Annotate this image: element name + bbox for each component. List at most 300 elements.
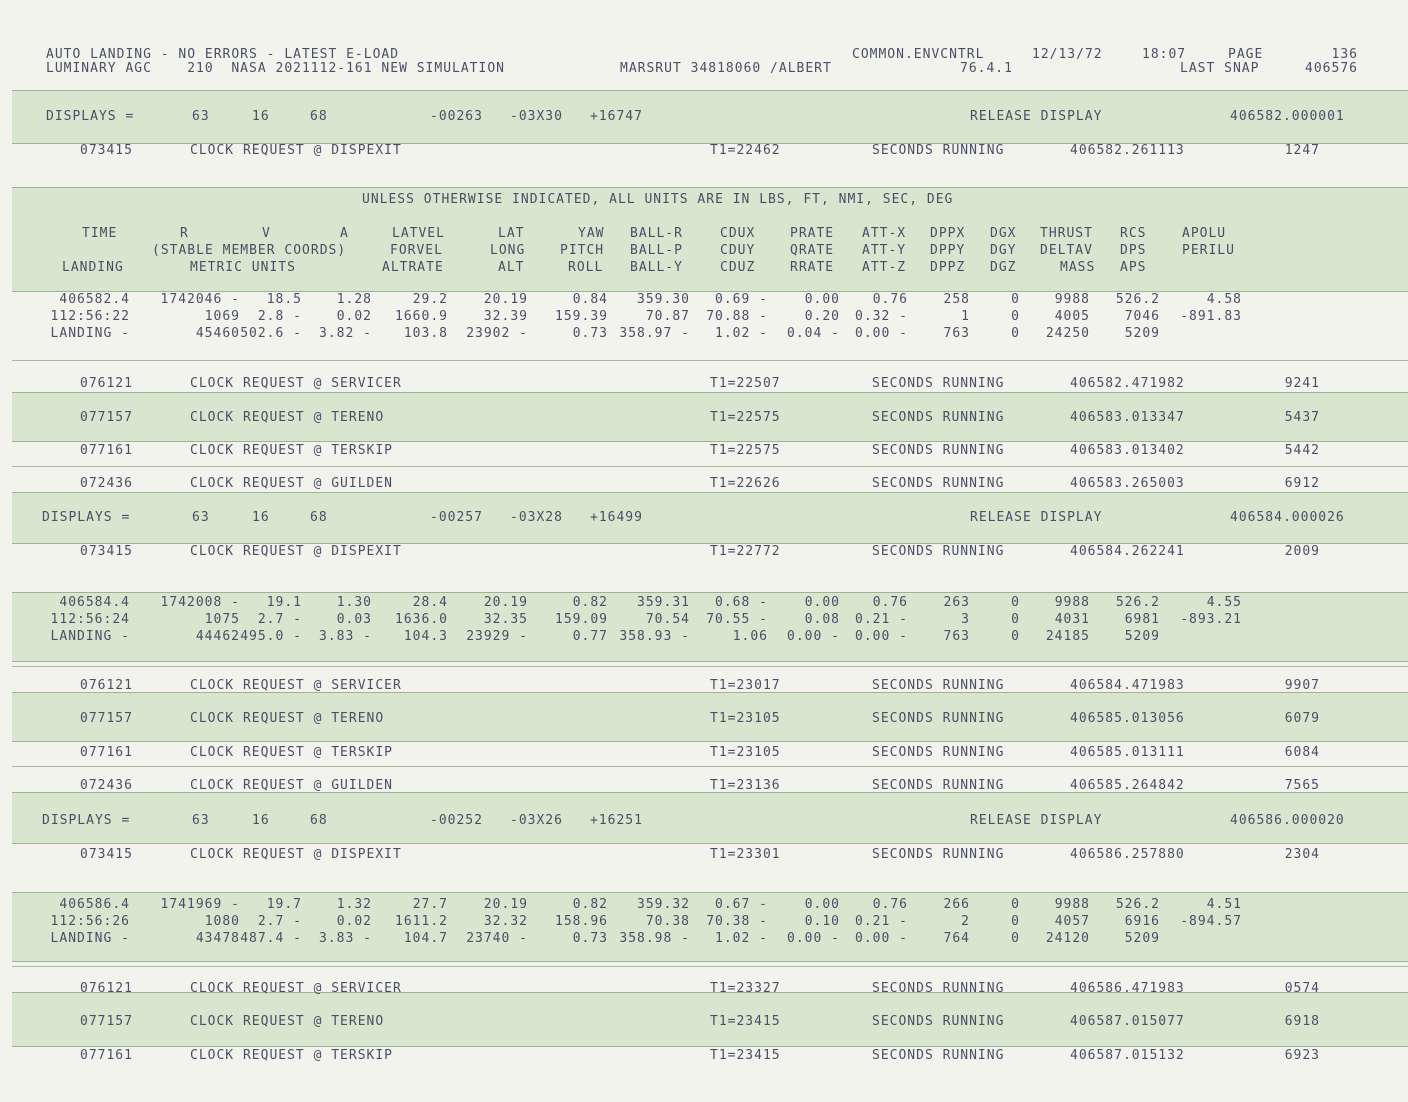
clock-value: 406585.013111 — [1070, 745, 1185, 760]
column-header: METRIC UNITS — [190, 260, 296, 275]
column-header: BALL-P — [630, 243, 683, 258]
clock-count: 6912 — [1284, 476, 1320, 491]
clock-count: 1247 — [1284, 143, 1320, 158]
column-header: R — [180, 226, 189, 241]
clock-count: 2009 — [1284, 544, 1320, 559]
data-cell: LANDING - — [50, 326, 130, 341]
clock-count: 6923 — [1284, 1048, 1320, 1063]
data-cell: 1.02 - — [715, 326, 768, 341]
data-cell: 1636.0 — [395, 612, 448, 627]
column-header: LAT — [498, 226, 525, 241]
run-time: 18:07 — [1142, 47, 1187, 62]
data-cell: 158.96 — [555, 914, 608, 929]
clock-t1: T1=23105 — [710, 745, 781, 760]
display-value: +16747 — [590, 109, 643, 124]
clock-t1: T1=23136 — [710, 778, 781, 793]
displays-label: DISPLAYS = — [42, 813, 131, 828]
seconds-running-label: SECONDS RUNNING — [872, 1014, 1005, 1029]
data-cell: 0.08 — [804, 612, 840, 627]
column-header: APS — [1120, 260, 1147, 275]
clock-value: 406582.261113 — [1070, 143, 1185, 158]
column-header: DGX — [990, 226, 1017, 241]
rule-line — [12, 666, 1408, 667]
column-header: DPPZ — [930, 260, 966, 275]
data-cell: 0 — [1011, 931, 1020, 946]
display-value: 16 — [252, 109, 270, 124]
displays-label: DISPLAYS = — [42, 510, 131, 525]
data-cell: 44462 — [195, 629, 240, 644]
data-cell: 43478 — [195, 931, 240, 946]
column-header: ATT-X — [862, 226, 907, 241]
clock-value: 406582.471982 — [1070, 376, 1185, 391]
green-band — [12, 492, 1408, 544]
data-cell: 7046 — [1124, 309, 1160, 324]
data-cell: 159.09 — [555, 612, 608, 627]
report-title: AUTO LANDING - NO ERRORS - LATEST E-LOAD — [46, 47, 400, 62]
seconds-running-label: SECONDS RUNNING — [872, 476, 1005, 491]
release-display-label: RELEASE DISPLAY — [970, 510, 1103, 525]
data-cell: -893.21 — [1180, 612, 1242, 627]
rule-line — [12, 466, 1408, 467]
data-cell: 20.19 — [483, 897, 528, 912]
column-header: (STABLE MEMBER COORDS) — [152, 243, 347, 258]
clock-count: 9241 — [1284, 376, 1320, 391]
column-header: DPPX — [930, 226, 966, 241]
clock-value: 406583.013402 — [1070, 443, 1185, 458]
run-date: 12/13/72 — [1032, 47, 1103, 62]
display-value: 63 — [192, 813, 210, 828]
data-cell: 266 — [943, 897, 970, 912]
data-cell: 0.21 - — [855, 914, 908, 929]
display-value: +16499 — [590, 510, 643, 525]
data-cell: 0.00 - — [787, 629, 840, 644]
seconds-running-label: SECONDS RUNNING — [872, 376, 1005, 391]
data-cell: 0.73 — [572, 931, 608, 946]
clock-value: 406583.013347 — [1070, 410, 1185, 425]
clock-t1: T1=22575 — [710, 410, 781, 425]
column-header: TIME — [82, 226, 118, 241]
data-cell: 24120 — [1045, 931, 1090, 946]
clock-count: 5437 — [1284, 410, 1320, 425]
seconds-running-label: SECONDS RUNNING — [872, 443, 1005, 458]
data-cell: 5209 — [1124, 326, 1160, 341]
data-cell: 502.6 - — [240, 326, 302, 341]
data-cell: 4057 — [1054, 914, 1090, 929]
data-cell: 0.67 - — [715, 897, 768, 912]
display-value: 16 — [252, 813, 270, 828]
report-subtitle: LUMINARY AGC 210 NASA 2021112-161 NEW SIMULATION — [46, 61, 505, 76]
clock-value: 406586.257880 — [1070, 847, 1185, 862]
column-header: CDUZ — [720, 260, 756, 275]
column-header: RCS — [1120, 226, 1147, 241]
display-timestamp: 406586.000020 — [1230, 813, 1345, 828]
column-header: APOLU — [1182, 226, 1227, 241]
run-id: MARSRUT 34818060 /ALBERT — [620, 61, 832, 76]
data-cell: 2.7 - — [257, 914, 302, 929]
rule-line — [12, 360, 1408, 361]
data-cell: 0.69 - — [715, 292, 768, 307]
column-header: DGY — [990, 243, 1017, 258]
data-cell: 763 — [943, 326, 970, 341]
green-band — [12, 90, 1408, 144]
data-cell: 0.03 — [336, 612, 372, 627]
clock-request: CLOCK REQUEST @ SERVICER — [190, 678, 402, 693]
clock-value: 406586.471983 — [1070, 981, 1185, 996]
data-cell: 1.32 — [336, 897, 372, 912]
clock-count: 6084 — [1284, 745, 1320, 760]
data-cell: 112:56:22 — [50, 309, 130, 324]
clock-request: CLOCK REQUEST @ TERSKIP — [190, 1048, 394, 1063]
data-cell: 359.32 — [637, 897, 690, 912]
data-cell: 359.31 — [637, 595, 690, 610]
data-cell: 0.82 — [572, 595, 608, 610]
data-cell: 159.39 — [555, 309, 608, 324]
data-cell: 70.38 - — [706, 914, 768, 929]
data-cell: 0.00 — [804, 897, 840, 912]
column-header: ALTRATE — [382, 260, 444, 275]
data-cell: 1075 — [204, 612, 240, 627]
data-cell: 0.02 — [336, 914, 372, 929]
data-cell: 20.19 — [483, 292, 528, 307]
data-cell: 5209 — [1124, 931, 1160, 946]
data-cell: 0.10 — [804, 914, 840, 929]
clock-t1: T1=22507 — [710, 376, 781, 391]
data-cell: 0 — [1011, 326, 1020, 341]
seconds-running-label: SECONDS RUNNING — [872, 711, 1005, 726]
clock-code: 076121 — [80, 981, 133, 996]
data-cell: 0.00 - — [855, 326, 908, 341]
display-timestamp: 406582.000001 — [1230, 109, 1345, 124]
column-header: PITCH — [560, 243, 605, 258]
last-snap-number: 406576 — [1305, 61, 1358, 76]
data-cell: 0.77 — [572, 629, 608, 644]
display-value: -00252 — [430, 813, 483, 828]
clock-value: 406584.471983 — [1070, 678, 1185, 693]
column-header: V — [262, 226, 271, 241]
data-cell: 0.00 - — [855, 629, 908, 644]
data-cell: 0.21 - — [855, 612, 908, 627]
data-cell: 0.02 — [336, 309, 372, 324]
data-cell: 19.7 — [266, 897, 302, 912]
column-header: DPS — [1120, 243, 1147, 258]
clock-count: 5442 — [1284, 443, 1320, 458]
clock-request: CLOCK REQUEST @ SERVICER — [190, 376, 402, 391]
data-cell: 23902 - — [466, 326, 528, 341]
column-header: PERILU — [1182, 243, 1235, 258]
data-cell: 112:56:26 — [50, 914, 130, 929]
clock-code: 077157 — [80, 1014, 133, 1029]
data-cell: 358.97 - — [619, 326, 690, 341]
data-cell: 3.83 - — [319, 931, 372, 946]
column-header: BALL-R — [630, 226, 683, 241]
displays-label: DISPLAYS = — [46, 109, 135, 124]
release-display-label: RELEASE DISPLAY — [970, 109, 1103, 124]
data-cell: 3 — [961, 612, 970, 627]
clock-request: CLOCK REQUEST @ TERSKIP — [190, 745, 394, 760]
clock-t1: T1=23415 — [710, 1014, 781, 1029]
data-cell: 9988 — [1054, 595, 1090, 610]
data-cell: 32.35 — [483, 612, 528, 627]
data-cell: 0.20 — [804, 309, 840, 324]
clock-value: 406583.265003 — [1070, 476, 1185, 491]
data-cell: 4.55 — [1206, 595, 1242, 610]
data-cell: 28.4 — [412, 595, 448, 610]
clock-t1: T1=22575 — [710, 443, 781, 458]
data-cell: 0.00 — [804, 292, 840, 307]
clock-code: 072436 — [80, 778, 133, 793]
clock-request: CLOCK REQUEST @ DISPEXIT — [190, 847, 402, 862]
data-cell: 0 — [1011, 629, 1020, 644]
column-header: RRATE — [790, 260, 835, 275]
data-cell: 0.00 - — [855, 931, 908, 946]
release-display-label: RELEASE DISPLAY — [970, 813, 1103, 828]
clock-request: CLOCK REQUEST @ TERENO — [190, 711, 385, 726]
data-cell: 112:56:24 — [50, 612, 130, 627]
data-cell: 2.7 - — [257, 612, 302, 627]
data-cell: 0 — [1011, 309, 1020, 324]
clock-request: CLOCK REQUEST @ GUILDEN — [190, 778, 394, 793]
clock-t1: T1=22772 — [710, 544, 781, 559]
clock-t1: T1=23415 — [710, 1048, 781, 1063]
clock-code: 077157 — [80, 410, 133, 425]
seconds-running-label: SECONDS RUNNING — [872, 981, 1005, 996]
clock-code: 077161 — [80, 443, 133, 458]
column-header: ATT-Y — [862, 243, 907, 258]
column-header: LATVEL — [392, 226, 445, 241]
display-value: +16251 — [590, 813, 643, 828]
clock-count: 7565 — [1284, 778, 1320, 793]
data-cell: 0.84 — [572, 292, 608, 307]
seconds-running-label: SECONDS RUNNING — [872, 410, 1005, 425]
page-number: 136 — [1331, 47, 1358, 62]
column-header: LANDING — [62, 260, 124, 275]
display-value: 16 — [252, 510, 270, 525]
clock-value: 406585.013056 — [1070, 711, 1185, 726]
column-header: FORVEL — [390, 243, 443, 258]
clock-t1: T1=22462 — [710, 143, 781, 158]
data-cell: 406586.4 — [59, 897, 130, 912]
data-cell: -891.83 — [1180, 309, 1242, 324]
display-value: -00257 — [430, 510, 483, 525]
clock-code: 076121 — [80, 376, 133, 391]
units-note: UNLESS OTHERWISE INDICATED, ALL UNITS ARE IN LBS, FT, NMI, SEC, DEG — [362, 192, 954, 207]
data-cell: 27.7 — [412, 897, 448, 912]
data-cell: 1742046 - — [160, 292, 240, 307]
data-cell: 0.73 — [572, 326, 608, 341]
column-header: DPPY — [930, 243, 966, 258]
display-value: -00263 — [430, 109, 483, 124]
column-header: ALT — [498, 260, 525, 275]
data-cell: 6916 — [1124, 914, 1160, 929]
clock-value: 406585.264842 — [1070, 778, 1185, 793]
display-timestamp: 406584.000026 — [1230, 510, 1345, 525]
clock-code: 077157 — [80, 711, 133, 726]
data-cell: 0.76 — [872, 292, 908, 307]
data-cell: 263 — [943, 595, 970, 610]
data-cell: 4.51 — [1206, 897, 1242, 912]
data-cell: -894.57 — [1180, 914, 1242, 929]
data-cell: 1080 — [204, 914, 240, 929]
clock-count: 6079 — [1284, 711, 1320, 726]
data-cell: 1 — [961, 309, 970, 324]
clock-code: 077161 — [80, 1048, 133, 1063]
data-cell: 1.28 — [336, 292, 372, 307]
data-cell: 70.55 - — [706, 612, 768, 627]
data-cell: 0.82 — [572, 897, 608, 912]
display-value: 68 — [310, 813, 328, 828]
clock-request: CLOCK REQUEST @ TERENO — [190, 410, 385, 425]
display-value: 68 — [310, 109, 328, 124]
data-cell: 5209 — [1124, 629, 1160, 644]
data-cell: 1069 — [204, 309, 240, 324]
data-cell: 18.5 — [266, 292, 302, 307]
data-cell: 24185 — [1045, 629, 1090, 644]
clock-value: 406587.015077 — [1070, 1014, 1185, 1029]
data-cell: 3.82 - — [319, 326, 372, 341]
clock-request: CLOCK REQUEST @ TERENO — [190, 1014, 385, 1029]
seconds-running-label: SECONDS RUNNING — [872, 745, 1005, 760]
data-cell: 406584.4 — [59, 595, 130, 610]
column-header: BALL-Y — [630, 260, 683, 275]
clock-code: 073415 — [80, 847, 133, 862]
clock-request: CLOCK REQUEST @ GUILDEN — [190, 476, 394, 491]
data-cell: 4005 — [1054, 309, 1090, 324]
last-snap-label: LAST SNAP — [1180, 61, 1260, 76]
data-cell: 1742008 - — [160, 595, 240, 610]
display-value: 68 — [310, 510, 328, 525]
data-cell: 1.30 — [336, 595, 372, 610]
data-cell: 0.04 - — [787, 326, 840, 341]
data-cell: 24250 — [1045, 326, 1090, 341]
seconds-running-label: SECONDS RUNNING — [872, 1048, 1005, 1063]
data-cell: 0.68 - — [715, 595, 768, 610]
column-header: DELTAV — [1040, 243, 1093, 258]
column-header: ROLL — [568, 260, 604, 275]
clock-t1: T1=23301 — [710, 847, 781, 862]
data-cell: 0 — [1011, 612, 1020, 627]
data-cell: 0.76 — [872, 897, 908, 912]
data-cell: 526.2 — [1115, 897, 1160, 912]
clock-t1: T1=22626 — [710, 476, 781, 491]
data-cell: 70.88 - — [706, 309, 768, 324]
data-cell: 70.87 — [645, 309, 690, 324]
column-header: YAW — [578, 226, 605, 241]
column-header: LONG — [490, 243, 526, 258]
data-cell: 70.54 — [645, 612, 690, 627]
data-cell: 29.2 — [412, 292, 448, 307]
seconds-running-label: SECONDS RUNNING — [872, 544, 1005, 559]
column-header: A — [340, 226, 349, 241]
clock-code: 073415 — [80, 544, 133, 559]
clock-value: 406584.262241 — [1070, 544, 1185, 559]
data-cell: 103.8 — [403, 326, 448, 341]
data-cell: 358.93 - — [619, 629, 690, 644]
data-cell: 1.06 — [732, 629, 768, 644]
data-cell: LANDING - — [50, 931, 130, 946]
display-value: -03X26 — [510, 813, 563, 828]
data-cell: 6981 — [1124, 612, 1160, 627]
clock-t1: T1=23017 — [710, 678, 781, 693]
data-cell: 526.2 — [1115, 595, 1160, 610]
data-cell: 2 — [961, 914, 970, 929]
data-cell: 9988 — [1054, 292, 1090, 307]
clock-count: 2304 — [1284, 847, 1320, 862]
data-cell: 358.98 - — [619, 931, 690, 946]
data-cell: 0 — [1011, 914, 1020, 929]
column-header: DGZ — [990, 260, 1017, 275]
data-cell: 0 — [1011, 292, 1020, 307]
data-cell: 0.76 — [872, 595, 908, 610]
display-value: -03X30 — [510, 109, 563, 124]
data-cell: 487.4 - — [240, 931, 302, 946]
clock-request: CLOCK REQUEST @ TERSKIP — [190, 443, 394, 458]
common-label: COMMON.ENVCNTRL — [852, 47, 985, 62]
data-cell: 495.0 - — [240, 629, 302, 644]
data-cell: 0 — [1011, 595, 1020, 610]
column-header: MASS — [1060, 260, 1096, 275]
data-cell: 526.2 — [1115, 292, 1160, 307]
clock-code: 073415 — [80, 143, 133, 158]
data-cell: 45460 — [195, 326, 240, 341]
seconds-running-label: SECONDS RUNNING — [872, 143, 1005, 158]
data-cell: 104.3 — [403, 629, 448, 644]
data-cell: 32.32 — [483, 914, 528, 929]
clock-count: 6918 — [1284, 1014, 1320, 1029]
data-cell: 23740 - — [466, 931, 528, 946]
seconds-running-label: SECONDS RUNNING — [872, 847, 1005, 862]
column-header: THRUST — [1040, 226, 1093, 241]
data-cell: 19.1 — [266, 595, 302, 610]
rule-line — [12, 966, 1408, 967]
data-cell: 406582.4 — [59, 292, 130, 307]
data-cell: 23929 - — [466, 629, 528, 644]
column-header: ATT-Z — [862, 260, 907, 275]
seconds-running-label: SECONDS RUNNING — [872, 778, 1005, 793]
green-band — [12, 792, 1408, 844]
data-cell: 764 — [943, 931, 970, 946]
data-cell: 3.83 - — [319, 629, 372, 644]
data-cell: 1660.9 — [395, 309, 448, 324]
clock-request: CLOCK REQUEST @ DISPEXIT — [190, 544, 402, 559]
clock-t1: T1=23327 — [710, 981, 781, 996]
data-cell: 32.39 — [483, 309, 528, 324]
clock-request: CLOCK REQUEST @ DISPEXIT — [190, 143, 402, 158]
column-header: QRATE — [790, 243, 835, 258]
data-cell: 1611.2 — [395, 914, 448, 929]
version: 76.4.1 — [960, 61, 1013, 76]
seconds-running-label: SECONDS RUNNING — [872, 678, 1005, 693]
data-cell: 4.58 — [1206, 292, 1242, 307]
clock-code: 077161 — [80, 745, 133, 760]
column-header: CDUX — [720, 226, 756, 241]
data-cell: 0 — [1011, 897, 1020, 912]
column-header: CDUY — [720, 243, 756, 258]
data-cell: 763 — [943, 629, 970, 644]
data-cell: 4031 — [1054, 612, 1090, 627]
data-cell: 1.02 - — [715, 931, 768, 946]
rule-line — [12, 766, 1408, 767]
column-header: PRATE — [790, 226, 835, 241]
display-value: 63 — [192, 510, 210, 525]
data-cell: 0.00 — [804, 595, 840, 610]
data-cell: 1741969 - — [160, 897, 240, 912]
clock-count: 9907 — [1284, 678, 1320, 693]
data-cell: 20.19 — [483, 595, 528, 610]
data-cell: 0.00 - — [787, 931, 840, 946]
clock-request: CLOCK REQUEST @ SERVICER — [190, 981, 402, 996]
data-cell: 2.8 - — [257, 309, 302, 324]
clock-value: 406587.015132 — [1070, 1048, 1185, 1063]
